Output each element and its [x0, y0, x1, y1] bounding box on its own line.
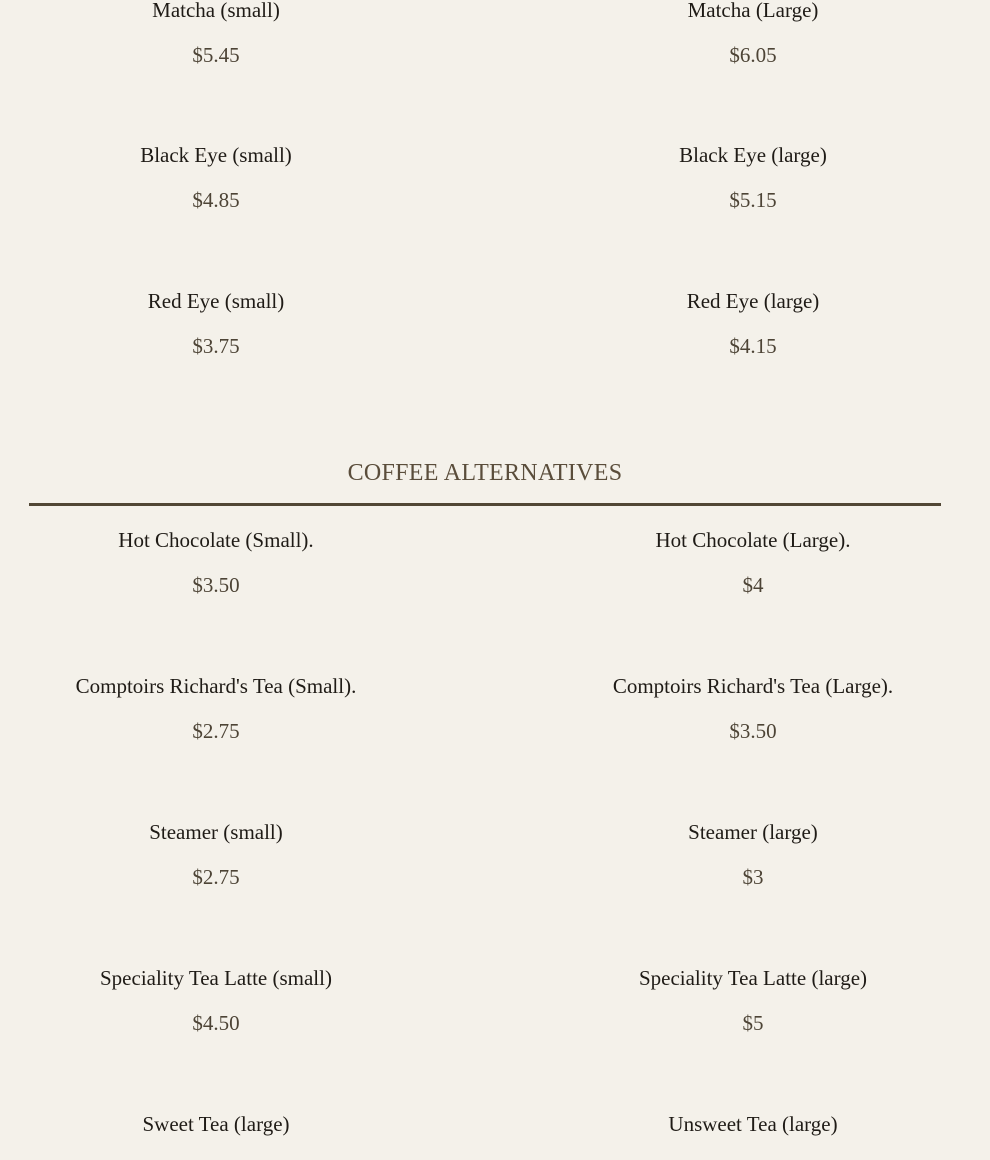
- item-name: Speciality Tea Latte (large): [638, 966, 868, 990]
- item-name: Comptoirs Richard's Tea (Large).: [612, 674, 894, 698]
- item-price: $3.50: [192, 573, 240, 597]
- item-price: $3: [742, 865, 764, 889]
- item-name: Red Eye (large): [686, 289, 820, 313]
- item-price: $2.75: [192, 865, 240, 889]
- item-name: Steamer (small): [149, 820, 283, 844]
- item-name: Black Eye (small): [140, 143, 292, 167]
- item-price: $3.75: [192, 334, 240, 358]
- section-divider: [29, 503, 941, 506]
- item-name: Unsweet Tea (large): [668, 1112, 838, 1136]
- menu-item: [518, 819, 988, 890]
- section-title: COFFEE ALTERNATIVES: [347, 460, 623, 486]
- item-price: $5: [742, 1011, 764, 1035]
- item-name: Steamer (large): [688, 820, 818, 844]
- item-price: $4.15: [729, 334, 777, 358]
- item-price: $5.45: [192, 43, 240, 67]
- item-name: Speciality Tea Latte (small): [100, 966, 332, 990]
- menu-item: [0, 0, 451, 68]
- item-price: $4.50: [192, 1011, 240, 1035]
- item-name: Sweet Tea (large): [142, 1112, 290, 1136]
- item-name: Hot Chocolate (Large).: [655, 528, 851, 552]
- menu-item: [0, 288, 451, 359]
- menu-item: [0, 673, 451, 744]
- menu-item: [518, 142, 988, 213]
- menu-item: [0, 527, 451, 598]
- item-price: $5.15: [729, 188, 777, 212]
- item-price: $3.50: [729, 719, 777, 743]
- menu-item: [0, 819, 451, 890]
- menu-item: [518, 965, 988, 1036]
- menu-item: [518, 1111, 988, 1137]
- menu-item: [0, 1111, 451, 1137]
- item-price: $4.85: [192, 188, 240, 212]
- item-name: Matcha (Large): [687, 0, 819, 22]
- item-name: Matcha (small): [152, 0, 280, 22]
- menu-item: [518, 673, 988, 744]
- item-name: Comptoirs Richard's Tea (Small).: [75, 674, 357, 698]
- menu-item: [518, 0, 988, 68]
- item-name: Red Eye (small): [147, 289, 285, 313]
- menu-item: [518, 288, 988, 359]
- item-name: Black Eye (large): [679, 143, 827, 167]
- item-price: $6.05: [729, 43, 777, 67]
- item-name: Hot Chocolate (Small).: [118, 528, 314, 552]
- menu-item: [0, 142, 451, 213]
- menu-item: [0, 965, 451, 1036]
- item-price: $2.75: [192, 719, 240, 743]
- item-price: $4: [742, 573, 764, 597]
- menu-item: [518, 527, 988, 598]
